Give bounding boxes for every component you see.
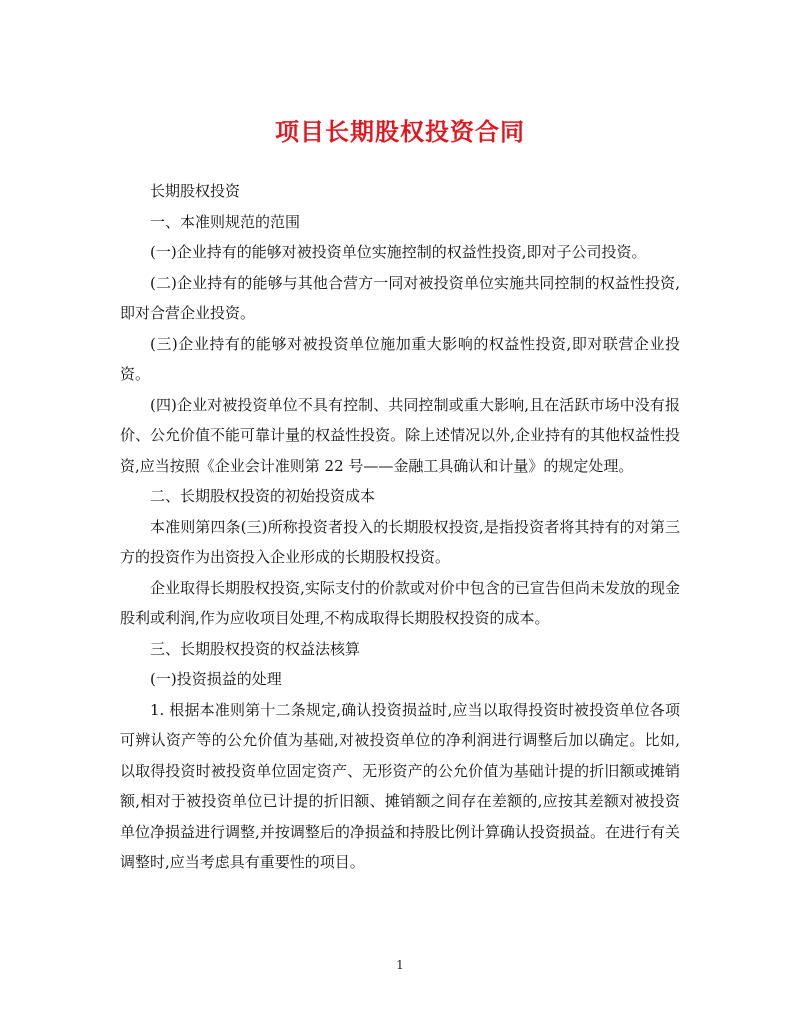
paragraph-heading: 长期股权投资	[150, 182, 241, 200]
paragraph: 企业取得长期股权投资,实际支付的价款或对价中包含的已宣告但尚未发放的现金股利或利润,作为应收项目处理,不构成取得长期股权投资的成本。	[120, 578, 680, 627]
document-body	[120, 176, 680, 878]
paragraph: 本准则第四条(三)所称投资者投入的长期股权投资,是指投资者将其持有的对第三方的投资作为出资投入企业形成的长期股权投资。	[120, 517, 680, 566]
paragraph: (三)企业持有的能够对被投资单位施加重大影响的权益性投资,即对联营企业投资。	[120, 334, 680, 383]
paragraph: 1. 根据本准则第十二条规定,确认投资损益时,应当以取得投资时被投资单位各项可辨认资产等的公允价值为基础,对被投资单位的净利润进行调整后加以确定。比如,以取得投资时被投资单位固定资产、无形资产的公允价值为基础计提的折旧额或摊销额,相对于被投资单位已计提的折旧额、摊销额之间存在差额的,应按其差额对被投资单位净损益进行调整,并按调整后的净损益和持股比例计算确认投资损益。在进行有关调整时,应当考虑具有重要性的项目。	[120, 700, 680, 871]
document-title: 项目长期股权投资合同	[275, 117, 525, 146]
paragraph: (四)企业对被投资单位不具有控制、共同控制或重大影响,且在活跃市场中没有报价、公允价值不能可靠计量的权益性投资。除上述情况以外,企业持有的其他权益性投资,应当按照《企业会计准则第 22 号——金融工具确认和计量》的规定处理。	[120, 395, 680, 475]
section-heading-3: 三、长期股权投资的权益法核算	[150, 639, 361, 658]
paragraph: (一)企业持有的能够对被投资单位实施控制的权益性投资,即对子公司投资。	[150, 243, 647, 261]
page-number: 1	[396, 958, 404, 972]
section-heading-1: 一、本准则规范的范围	[150, 212, 301, 231]
paragraph: (二)企业持有的能够与其他合营方一同对被投资单位实施共同控制的权益性投资,即对合营企业投资。	[120, 273, 680, 322]
subsection-heading: (一)投资损益的处理	[150, 670, 282, 688]
section-heading-2: 二、长期股权投资的初始投资成本	[150, 487, 376, 505]
